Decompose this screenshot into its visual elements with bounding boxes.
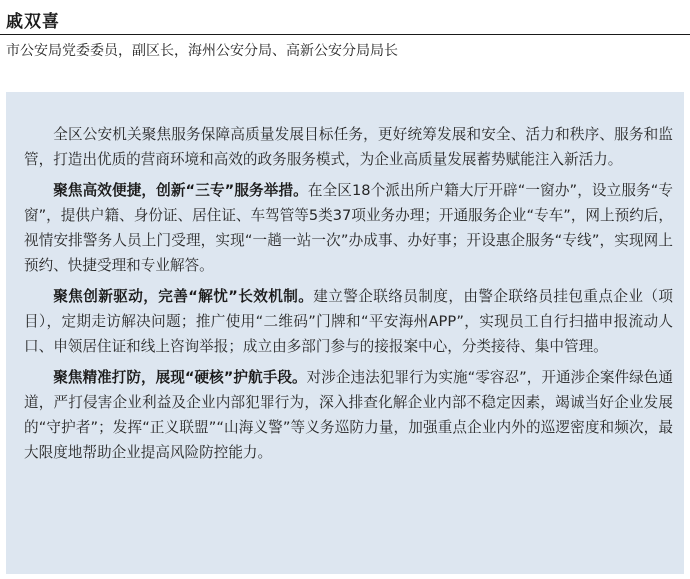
intro-paragraph: 全区公安机关聚焦服务保障高质量发展目标任务，更好统筹发展和安全、活力和秩序、服务和监管，打造出优质的营商环境和高效的政务服务模式，为企业高质量发展蓄势赋能注入新活力。	[24, 126, 673, 168]
section-lead: 聚焦高效便捷，创新“三专”服务举措。	[53, 182, 308, 199]
article-body	[24, 122, 673, 471]
section-body: 在全区18个派出所户籍大厅开辟“一窗办”，设立服务“专窗”，提供户籍、身份证、居住证、车驾管等5类37项业务办理；开通服务企业“专车”，网上预约后，视情安排警务人员上门受理，实现“一趟一站一次”办成事、办好事；开设惠企服务“专线”，实现网上预约、快捷受理和专业解答。	[24, 182, 673, 274]
section-body: 建立警企联络员制度，由警企联络员挂包重点企业（项目），定期走访解决问题；推广使用“二维码”门牌和“平安海州APP”，实现员工自行扫描申报流动人口、申领居住证和线上咨询举报；成立由多部门参与的接报案中心，分类接待、集中管理。	[24, 288, 673, 355]
person-name: 戚双喜	[6, 12, 60, 32]
section-paragraph-efficiency	[24, 178, 673, 278]
person-position: 市公安局党委委员，副区长，海州公安分局、高新公安分局局长	[6, 43, 398, 59]
section-lead: 聚焦精准打防，展现“硬核”护航手段。	[53, 369, 307, 386]
section-body: 对涉企违法犯罪行为实施“零容忍”，开通涉企案件绿色通道，严打侵害企业利益及企业内部犯罪行为，深入排查化解企业内部不稳定因素，竭诚当好企业发展的“守护者”；发挥“正义联盟”“山海义警”等义务巡防力量，加强重点企业内外的巡逻密度和频次，最大限度地帮助企业提高风险防控能力。	[24, 369, 674, 461]
section-lead: 聚焦创新驱动，完善“解忧”长效机制。	[53, 288, 314, 305]
section-paragraph-innovation	[24, 284, 673, 359]
section-paragraph-prevention	[24, 365, 673, 465]
header-divider	[0, 34, 690, 35]
